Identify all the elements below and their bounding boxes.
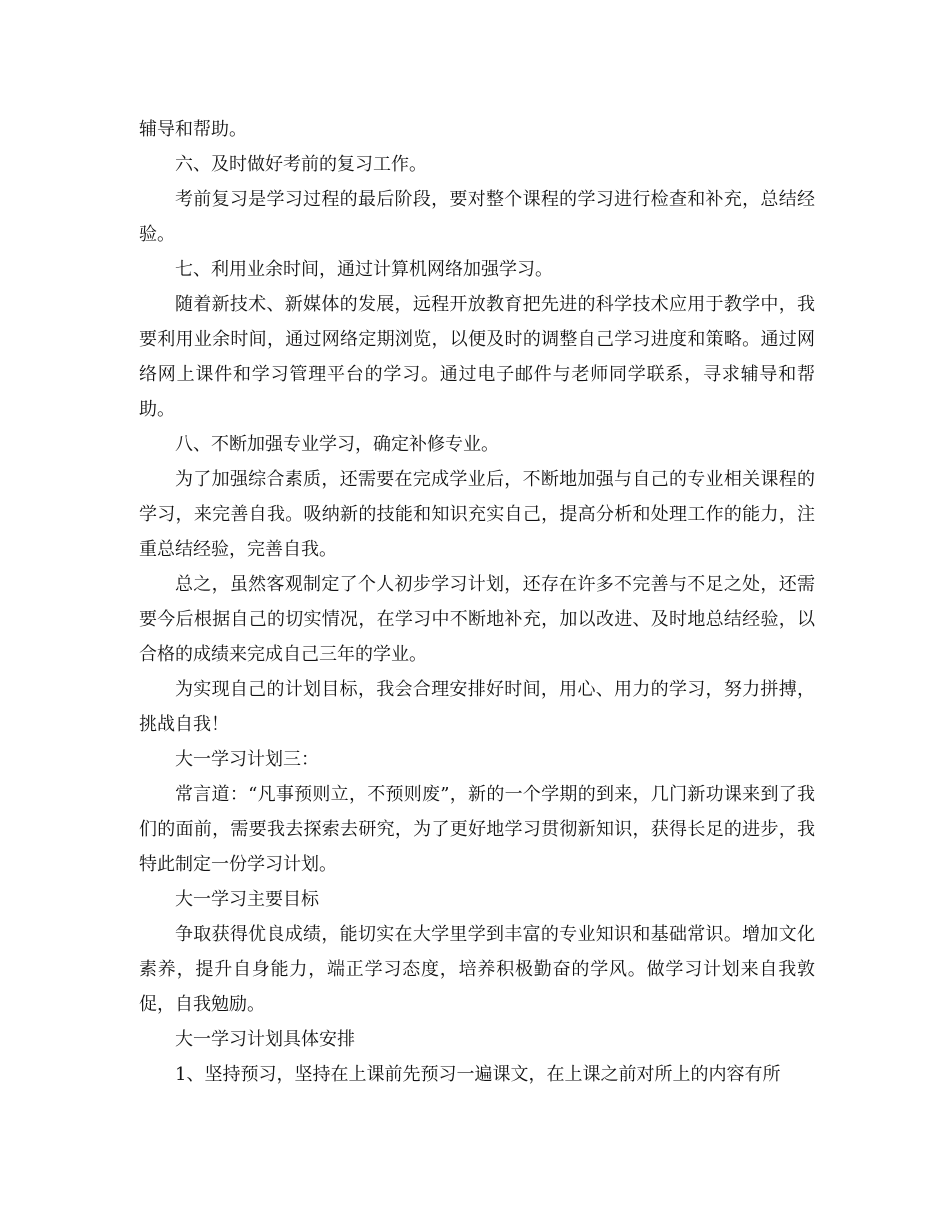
heading-six: 六、及时做好考前的复习工作。 xyxy=(175,154,427,175)
paragraph: 考前复习是学习过程的最后阶段，要对整个课程的学习进行检查和补充，总结经验。 xyxy=(139,189,815,245)
paragraph: 争取获得优良成绩，能切实在大学里学到丰富的专业知识和基础常识。增加文化素养，提升自身能力，端正学习态度，培养积极勤奋的学风。做学习计划来自我敦促，自我勉励。 xyxy=(139,924,815,1015)
paragraph: 为了加强综合素质，还需要在完成学业后，不断地加强与自己的专业相关课程的学习，来完善自我。吸纳新的技能和知识充实自己，提高分析和处理工作的能力，注重总结经验，完善自我。 xyxy=(139,469,815,560)
paragraph: 总之，虽然客观制定了个人初步学习计划，还存在许多不完善与不足之处，还需要今后根据自己的切实情况，在学习中不断地补充，加以改进、及时地总结经验，以合格的成绩来完成自己三年的学业。 xyxy=(139,574,815,665)
section-title-plan-three: 大一学习计划三： xyxy=(175,749,319,770)
paragraph: 1、坚持预习，坚持在上课前先预习一遍课文，在上课之前对所上的内容有所 xyxy=(175,1064,781,1085)
heading-eight: 八、不断加强专业学习，确定补修专业。 xyxy=(175,434,499,455)
document-body xyxy=(139,112,815,1092)
paragraph: 为实现自己的计划目标，我会合理安排好时间，用心、用力的学习，努力拼搏，挑战自我！ xyxy=(139,679,815,735)
section-title-main-goal: 大一学习主要目标 xyxy=(175,889,319,910)
heading-seven: 七、利用业余时间，通过计算机网络加强学习。 xyxy=(175,259,553,280)
paragraph: 辅导和帮助。 xyxy=(139,119,247,140)
paragraph: 随着新技术、新媒体的发展，远程开放教育把先进的科学技术应用于教学中，我要利用业余时间，通过网络定期浏览，以便及时的调整自己学习进度和策略。通过网络网上课件和学习管理平台的学习。通过电子邮件与老师同学联系，寻求辅导和帮助。 xyxy=(139,294,815,420)
paragraph: 常言道：“凡事预则立，不预则废”，新的一个学期的到来，几门新功课来到了我们的面前，需要我去探索去研究，为了更好地学习贯彻新知识，获得长足的进步，我特此制定一份学习计划。 xyxy=(139,784,815,875)
section-title-arrangement: 大一学习计划具体安排 xyxy=(175,1029,355,1050)
